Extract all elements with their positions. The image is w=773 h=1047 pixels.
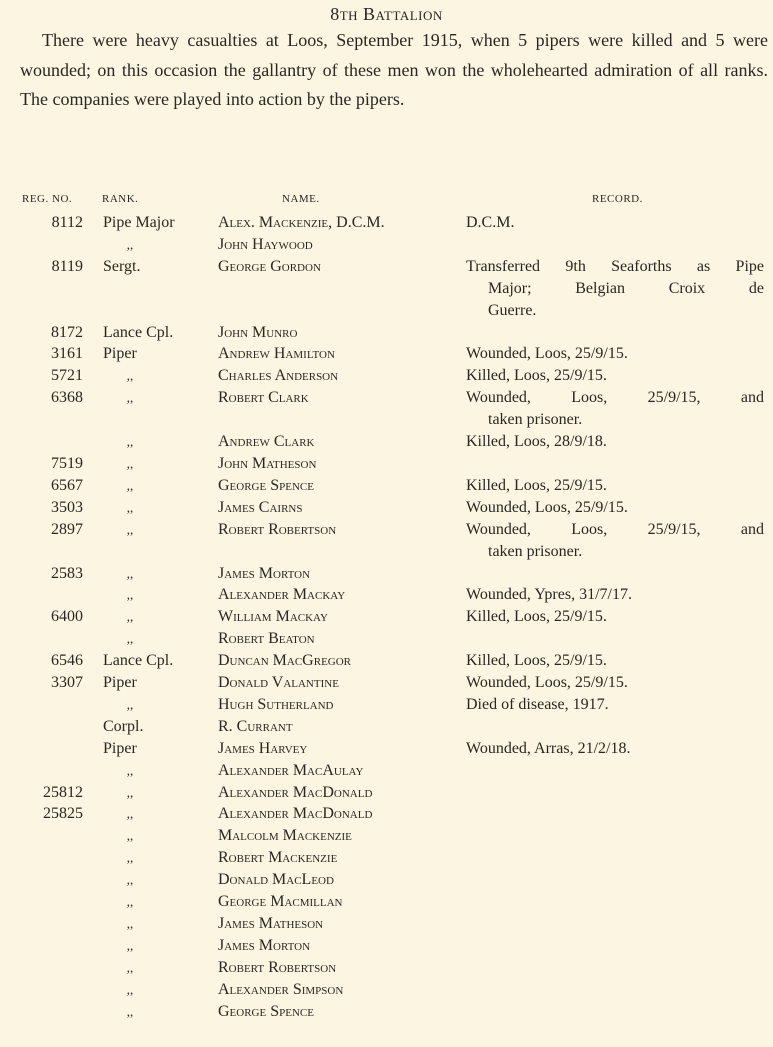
reg-no: 6368: [51, 389, 83, 407]
record: [466, 957, 764, 979]
rank: Lance Cpl.: [103, 652, 174, 670]
name: Malcolm Mackenzie: [218, 827, 352, 845]
record-line: Wounded, Loos, 25/9/15.: [466, 498, 628, 516]
ditto-mark: ,,: [126, 981, 134, 997]
record: [466, 584, 764, 606]
record: [466, 234, 764, 256]
name: Donald MacLeod: [218, 871, 334, 889]
table-row: [0, 234, 773, 256]
record-line: Wounded, Loos, 25/9/15, and: [466, 389, 764, 407]
ditto-mark: ,,: [126, 455, 134, 471]
name: Andrew Hamilton: [218, 345, 335, 363]
name: Alexander MacDonald: [218, 783, 373, 801]
name: Donald Valantine: [218, 674, 339, 692]
record: [466, 869, 764, 891]
record: [466, 847, 764, 869]
record: [466, 497, 764, 519]
name: John Matheson: [218, 454, 317, 472]
ditto-mark: ,,: [126, 499, 134, 515]
name: James Morton: [218, 936, 311, 954]
rank: Piper: [103, 674, 137, 692]
record: [466, 825, 764, 847]
reg-no: 3161: [51, 345, 83, 363]
ditto-mark: ,,: [126, 894, 134, 910]
reg-no: 6546: [51, 652, 83, 670]
rank: Piper: [103, 345, 137, 363]
table-row: [0, 628, 773, 650]
reg-no: 2897: [51, 520, 83, 538]
table-row: [0, 913, 773, 935]
name: Robert Mackenzie: [218, 849, 338, 867]
table-row: [0, 825, 773, 847]
record: [466, 979, 764, 1001]
reg-no: 6400: [51, 608, 83, 626]
record: [466, 606, 764, 628]
name: Alexander MacDonald: [218, 805, 373, 823]
ditto-mark: ,,: [126, 916, 134, 931]
table-row: [0, 453, 773, 475]
ditto-mark: ,,: [126, 609, 134, 625]
ditto-mark: ,,: [126, 587, 134, 603]
record-line: Wounded, Ypres, 31/7/17.: [466, 586, 632, 604]
table-row: [0, 584, 773, 606]
name: John Munro: [218, 323, 298, 341]
name: Robert Robertson: [218, 520, 337, 538]
ditto-mark: ,,: [126, 850, 134, 866]
table-row: [0, 847, 773, 869]
record-line: Killed, Loos, 25/9/15.: [466, 652, 607, 670]
record: [466, 519, 764, 563]
name: George Spence: [218, 1002, 314, 1020]
ditto-mark: ,,: [126, 762, 134, 778]
name: James Harvey: [218, 739, 308, 757]
name: Alex. Mackenzie, D.C.M.: [218, 214, 385, 231]
table-row: [0, 606, 773, 628]
reg-no: 25812: [43, 783, 83, 801]
record-line: Killed, Loos, 25/9/15.: [466, 608, 607, 626]
reg-no: 3503: [51, 498, 83, 516]
record-line: Wounded, Loos, 25/9/15, and: [466, 520, 764, 538]
record-line: Major; Belgian Croix de: [488, 279, 764, 297]
record: [466, 694, 764, 716]
record-line: Transferred 9th Seaforths as Pipe: [466, 257, 764, 275]
name: Robert Robertson: [218, 958, 337, 976]
record: [466, 387, 764, 431]
record-line: Wounded, Loos, 25/9/15.: [466, 345, 628, 363]
ditto-mark: ,,: [126, 477, 134, 493]
intro-paragraph: There were heavy casualties at Loos, September 1915, when 5 pipers were killed and 5 were wounded; on this occasion the gallantry of these men won the wholehearted admiration of all ranks. The companies were played into action by the pipers.: [20, 30, 768, 109]
record: [466, 563, 764, 585]
section-title: 8th Battalion: [330, 4, 443, 24]
record: [466, 803, 764, 825]
name: Alexander Simpson: [218, 980, 344, 998]
table-header: [0, 193, 773, 213]
table-row: [0, 672, 773, 694]
table-row: [0, 782, 773, 804]
name: Robert Clark: [218, 389, 309, 407]
table-row: [0, 803, 773, 825]
roster-table: [0, 212, 773, 1023]
ditto-mark: ,,: [126, 696, 134, 712]
record: [466, 475, 764, 497]
table-row: [0, 979, 773, 1001]
record-line: Wounded, Arras, 21/2/18.: [466, 739, 631, 757]
table-row: [0, 935, 773, 957]
name: Charles Anderson: [218, 367, 339, 385]
record: [466, 365, 764, 387]
ditto-mark: ,,: [126, 1003, 134, 1019]
table-row: [0, 563, 773, 585]
record-line: D.C.M.: [466, 214, 515, 231]
record: [466, 672, 764, 694]
reg-no: 25825: [43, 805, 83, 823]
record-line: Killed, Loos, 25/9/15.: [466, 476, 607, 494]
table-row: [0, 1001, 773, 1023]
record-line: Died of disease, 1917.: [466, 695, 609, 713]
header-rank: RANK.: [102, 193, 139, 205]
ditto-mark: ,,: [126, 565, 134, 581]
name: William Mackay: [218, 608, 328, 626]
ditto-mark: ,,: [126, 368, 134, 384]
table-row: [0, 760, 773, 782]
rank: Piper: [103, 739, 137, 757]
name: R. Currant: [218, 717, 293, 735]
table-row: [0, 322, 773, 344]
ditto-mark: ,,: [126, 784, 134, 800]
reg-no: 8112: [51, 214, 83, 231]
record: [466, 1001, 764, 1023]
rank: Lance Cpl.: [103, 323, 174, 341]
record: [466, 212, 764, 234]
table-row: [0, 256, 773, 322]
rank: Corpl.: [103, 717, 144, 735]
table-row: [0, 738, 773, 760]
header-reg-no: REG. NO.: [22, 193, 73, 205]
record: [466, 453, 764, 475]
name: Alexander Mackay: [218, 586, 346, 604]
record: [466, 431, 764, 453]
record-line: taken prisoner.: [488, 542, 583, 560]
ditto-mark: ,,: [126, 937, 134, 953]
name: Duncan MacGregor: [218, 652, 352, 670]
table-row: [0, 475, 773, 497]
name: John Haywood: [218, 235, 313, 253]
name: Alexander MacAulay: [218, 761, 364, 779]
ditto-mark: ,,: [126, 434, 134, 450]
table-row: [0, 694, 773, 716]
name: James Morton: [218, 564, 311, 582]
table-row: [0, 365, 773, 387]
name: Andrew Clark: [218, 433, 315, 451]
name: James Matheson: [218, 915, 324, 932]
table-row: [0, 431, 773, 453]
ditto-mark: ,,: [126, 236, 134, 252]
record-line: Killed, Loos, 28/9/18.: [466, 433, 607, 451]
table-row: [0, 343, 773, 365]
record-line: taken prisoner.: [488, 411, 583, 429]
reg-no: 2583: [51, 564, 83, 582]
table-row: [0, 497, 773, 519]
ditto-mark: ,,: [126, 806, 134, 822]
record: [466, 628, 764, 650]
name: George Spence: [218, 476, 314, 494]
ditto-mark: ,,: [126, 828, 134, 844]
header-name: NAME.: [282, 193, 320, 205]
record: [466, 760, 764, 782]
name: George Macmillan: [218, 893, 343, 911]
ditto-mark: ,,: [126, 521, 134, 537]
reg-no: 6567: [51, 476, 83, 494]
record: [466, 738, 764, 760]
ditto-mark: ,,: [126, 872, 134, 888]
reg-no: 7519: [51, 454, 83, 472]
ditto-mark: ,,: [126, 390, 134, 406]
table-row: [0, 519, 773, 563]
table-row: [0, 869, 773, 891]
header-record: RECORD.: [592, 193, 643, 205]
record: [466, 913, 764, 935]
record: [466, 343, 764, 365]
table-row: [0, 212, 773, 234]
ditto-mark: ,,: [126, 631, 134, 647]
record: [466, 650, 764, 672]
table-row: [0, 650, 773, 672]
record: [466, 782, 764, 804]
record: [466, 935, 764, 957]
name: Robert Beaton: [218, 630, 315, 648]
reg-no: 5721: [51, 367, 83, 385]
reg-no: 3307: [51, 674, 83, 692]
table-row: [0, 891, 773, 913]
table-row: [0, 957, 773, 979]
record-line: Wounded, Loos, 25/9/15.: [466, 674, 628, 692]
record: [466, 322, 764, 344]
rank: Pipe Major: [103, 214, 175, 231]
record-line: Killed, Loos, 25/9/15.: [466, 367, 607, 385]
record-line: Guerre.: [488, 301, 537, 319]
reg-no: 8119: [51, 257, 83, 275]
reg-no: 8172: [51, 323, 83, 341]
name: James Cairns: [218, 498, 303, 516]
record: [466, 716, 764, 738]
ditto-mark: ,,: [126, 959, 134, 975]
table-row: [0, 716, 773, 738]
record: [466, 256, 764, 322]
rank: Sergt.: [103, 257, 141, 275]
name: George Gordon: [218, 257, 321, 275]
table-row: [0, 387, 773, 431]
name: Hugh Sutherland: [218, 695, 334, 713]
record: [466, 891, 764, 913]
